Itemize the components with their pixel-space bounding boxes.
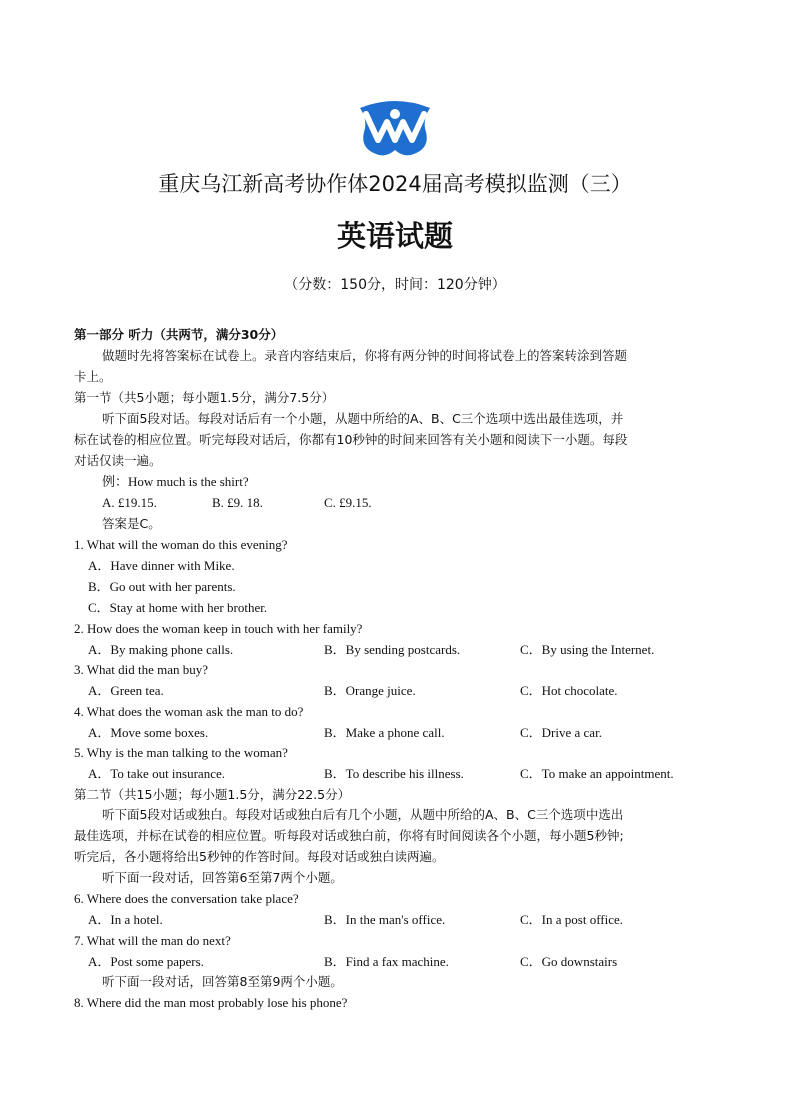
question-3: 3. What did the man buy? [74,662,209,677]
q6-option-a: A．In a hotel. [88,912,163,927]
question-1: 1. What will the woman do this evening? [74,537,288,552]
q7-option-b: B．Find a fax machine. [324,954,449,969]
dialogue-8-9-instruction: 听下面一段对话，回答第8至第9两个小题。 [102,974,343,989]
q1-option-c: C．Stay at home with her brother. [88,600,268,615]
example-option-b: B. £9. 18. [212,495,263,510]
school-logo [356,100,434,158]
section2-instructions: 听下面5段对话或独白。每段对话或独白后有几个小题，从题中所给的A、B、C三个选项中选出 [102,807,624,822]
q4-option-a: A．Move some boxes. [88,725,209,740]
part1-heading: 第一部分 听力（共两节，满分30分） [74,327,284,342]
example-answer: 答案是C。 [102,516,161,531]
part1-intro: 做题时先将答案标在试卷上。录音内容结束后，你将有两分钟的时间将试卷上的答案转涂到答题 [102,348,628,363]
q1-option-a: A．Have dinner with Mike. [88,558,235,573]
q3-option-c: C．Hot chocolate. [520,683,618,698]
section2-instructions-cont: 最佳选项，并标在试卷的相应位置。听每段对话或独白前，你将有时间阅读各个小题，每小题5秒钟; [74,828,624,843]
q5-option-c: C．To make an appointment. [520,766,674,781]
q6-option-c: C．In a post office. [520,912,624,927]
question-2: 2. How does the woman keep in touch with her family? [74,621,363,636]
q3-option-a: A．Green tea. [88,683,164,698]
example-option-a: A. £19.15. [102,495,157,510]
example-option-c: C. £9.15. [324,495,372,510]
section1-heading: 第一节（共5小题；每小题1.5分，满分7.5分） [74,390,335,405]
subject-title: 英语试题 [336,219,453,253]
example-question: 例：How much is the shirt? [102,474,249,489]
exam-title: 重庆乌江新高考协作体2024届高考模拟监测（三） [158,172,632,196]
question-4: 4. What does the woman ask the man to do? [74,704,304,719]
dialogue-6-7-instruction: 听下面一段对话，回答第6至第7两个小题。 [102,870,343,885]
section1-instructions-end: 对话仅读一遍。 [74,453,162,468]
section1-instructions: 听下面5段对话。每段对话后有一个小题，从题中所给的A、B、C三个选项中选出最佳选项，并 [102,411,624,426]
question-5: 5. Why is the man talking to the woman? [74,745,288,760]
q7-option-c: C．Go downstairs [520,954,618,969]
q4-option-c: C．Drive a car. [520,725,602,740]
q5-option-b: B．To describe his illness. [324,766,464,781]
q2-option-a: A．By making phone calls. [88,642,234,657]
section1-instructions-cont: 标在试卷的相应位置。听完每段对话后，你都有10秒钟的时间来回答有关小题和阅读下一小题。每段 [74,432,628,447]
score-time-info: （分数：150分，时间：120分钟） [284,277,506,293]
q2-option-c: C．By using the Internet. [520,642,655,657]
question-6: 6. Where does the conversation take place? [74,891,299,906]
q1-option-b: B．Go out with her parents. [88,579,236,594]
question-8: 8. Where did the man most probably lose his phone? [74,995,348,1010]
q2-option-b: B．By sending postcards. [324,642,461,657]
question-7: 7. What will the man do next? [74,933,231,948]
q7-option-a: A．Post some papers. [88,954,204,969]
part1-intro-cont: 卡上。 [74,369,112,384]
q4-option-b: B．Make a phone call. [324,725,445,740]
section2-instructions-end: 听完后，各小题将给出5秒钟的作答时间。每段对话或独白读两遍。 [74,849,445,864]
section2-heading: 第二节（共15小题；每小题1.5分，满分22.5分） [74,787,351,802]
q6-option-b: B．In the man's office. [324,912,446,927]
q5-option-a: A．To take out insurance. [88,766,225,781]
q3-option-b: B．Orange juice. [324,683,416,698]
